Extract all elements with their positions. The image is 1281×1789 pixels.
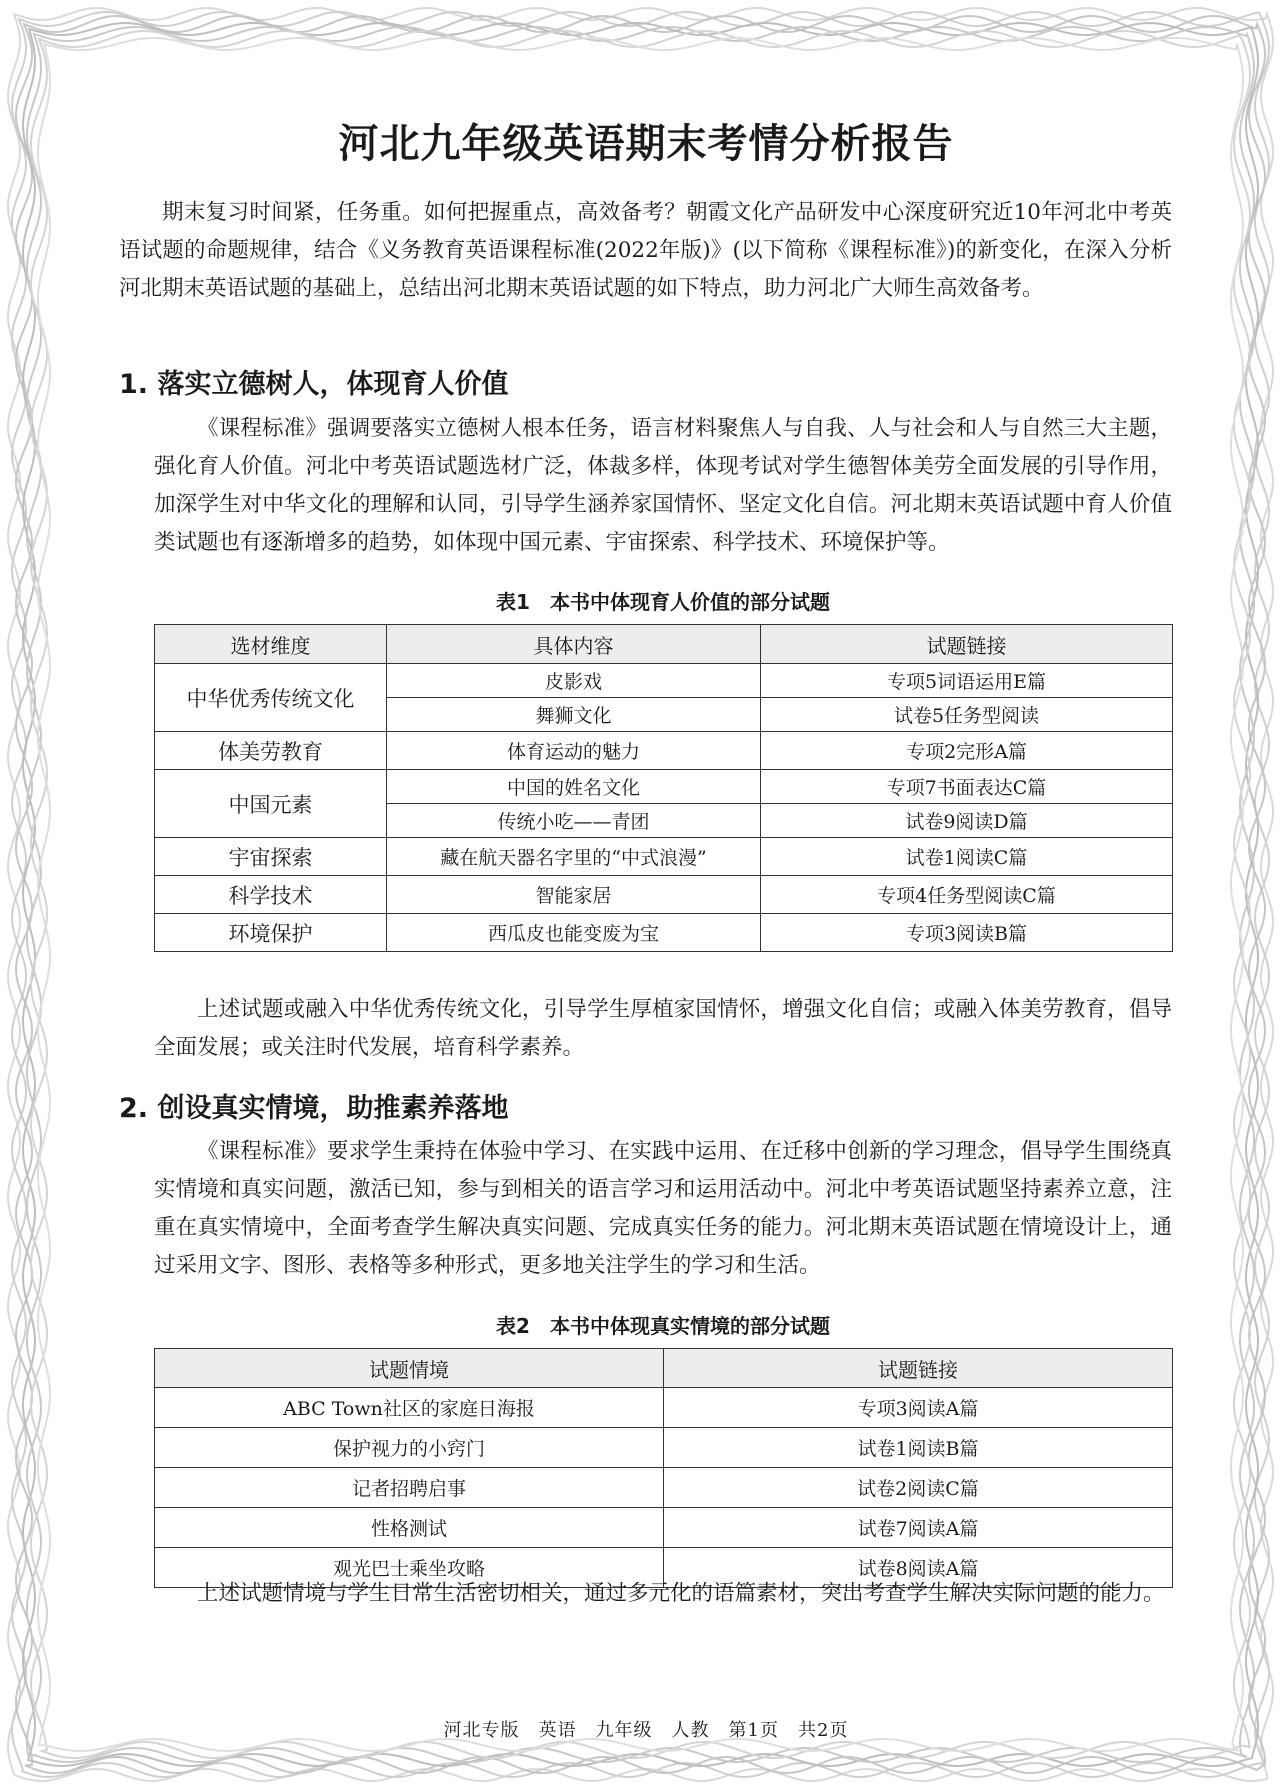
table-1-header-cell: 试题链接	[761, 625, 1173, 664]
table-row	[155, 1428, 1173, 1468]
intro-paragraph: 期末复习时间紧，任务重。如何把握重点，高效备考？朝霞文化产品研发中心深度研究近10年河北中考英语试题的命题规律，结合《义务教育英语课程标准(2022年版)》(以下简称《课程标准》)的新变化，在深入分析河北期末英语试题的基础上，总结出河北期末英语试题的如下特点，助力河北广大师生高效备考。	[119, 200, 1172, 301]
table-cell-content: 体育运动的魅力	[387, 732, 761, 770]
section-1-body: 《课程标准》强调要落实立德树人根本任务，语言材料聚焦人与自我、人与社会和人与自然三大主题，强化育人价值。河北中考英语试题选材广泛，体裁多样，体现考试对学生德智体美劳全面发展的引导作用，加深学生对中华文化的理解和认同，引导学生涵养家国情怀、坚定文化自信。河北期末英语试题中育人价值类试题也有逐渐增多的趋势，如体现中国元素、宇宙探索、科学技术、环境保护等。	[154, 416, 1172, 555]
page	[66, 28, 1226, 1744]
table-row	[155, 914, 1173, 952]
table-row	[155, 664, 1173, 698]
table-row	[155, 1508, 1173, 1548]
table-cell-link: 专项4任务型阅读C篇	[761, 876, 1173, 914]
table-cell-link: 专项7书面表达C篇	[761, 770, 1173, 804]
table-cell-link: 试卷9阅读D篇	[761, 804, 1173, 838]
table-2-header-row	[155, 1349, 1173, 1388]
table-cell-dimension: 科学技术	[155, 876, 387, 914]
table-cell-scenario: 保护视力的小窍门	[155, 1428, 664, 1468]
table-cell-content: 传统小吃——青团	[387, 804, 761, 838]
table-row	[155, 1388, 1173, 1428]
table-cell-link: 试卷5任务型阅读	[761, 698, 1173, 732]
table-cell-link: 专项3阅读B篇	[761, 914, 1173, 952]
table-row	[155, 770, 1173, 804]
table-cell-scenario: 观光巴士乘坐攻略	[155, 1548, 664, 1588]
table-1-caption: 表1 本书中体现育人价值的部分试题	[496, 590, 830, 614]
table-1-header-row	[155, 625, 1173, 664]
table-cell-scenario: 记者招聘启事	[155, 1468, 664, 1508]
table-cell-content: 舞狮文化	[387, 698, 761, 732]
table-cell-link: 专项2完形A篇	[761, 732, 1173, 770]
page-footer: 河北专版 英语 九年级 人教 第1页 共2页	[443, 1720, 849, 1741]
table-cell-link: 专项3阅读A篇	[664, 1388, 1173, 1428]
table-row	[155, 732, 1173, 770]
table-2-header-cell: 试题情境	[155, 1349, 664, 1388]
table-cell-dimension: 中国元素	[155, 770, 387, 838]
table-2-header-cell: 试题链接	[664, 1349, 1173, 1388]
section-2-summary: 上述试题情境与学生日常生活密切相关，通过多元化的语篇素材，突出考查学生解决实际问题的能力。	[197, 1581, 1165, 1606]
table-cell-link: 试卷8阅读A篇	[664, 1548, 1173, 1588]
table-row	[155, 838, 1173, 876]
table-2-caption: 表2 本书中体现真实情境的部分试题	[496, 1314, 830, 1338]
table-1-header-cell: 具体内容	[387, 625, 761, 664]
table-cell-dimension: 环境保护	[155, 914, 387, 952]
table-cell-link: 试卷1阅读C篇	[761, 838, 1173, 876]
section-2-heading: 2. 创设真实情境，助推素养落地	[119, 1093, 509, 1124]
page-title: 河北九年级英语期末考情分析报告	[338, 121, 954, 167]
table-cell-link: 试卷1阅读B篇	[664, 1428, 1173, 1468]
table-cell-link: 专项5词语运用E篇	[761, 664, 1173, 698]
section-1-summary: 上述试题或融入中华优秀传统文化，引导学生厚植家国情怀，增强文化自信；或融入体美劳教育，倡导全面发展；或关注时代发展，培育科学素养。	[154, 997, 1172, 1060]
table-1	[154, 624, 1173, 952]
table-cell-link: 试卷7阅读A篇	[664, 1508, 1173, 1548]
table-cell-content: 智能家居	[387, 876, 761, 914]
table-cell-dimension: 中华优秀传统文化	[155, 664, 387, 732]
table-1-header-cell: 选材维度	[155, 625, 387, 664]
table-cell-content: 皮影戏	[387, 664, 761, 698]
table-row	[155, 876, 1173, 914]
table-cell-scenario: 性格测试	[155, 1508, 664, 1548]
table-cell-scenario: ABC Town社区的家庭日海报	[155, 1388, 664, 1428]
table-cell-content: 藏在航天器名字里的“中式浪漫”	[387, 838, 761, 876]
section-2-body: 《课程标准》要求学生秉持在体验中学习、在实践中运用、在迁移中创新的学习理念，倡导学生围绕真实情境和真实问题，激活已知，参与到相关的语言学习和运用活动中。河北中考英语试题坚持素养立意，注重在真实情境中，全面考查学生解决真实问题、完成真实任务的能力。河北期末英语试题在情境设计上，通过采用文字、图形、表格等多种形式，更多地关注学生的学习和生活。	[154, 1139, 1172, 1278]
section-1-heading: 1. 落实立德树人，体现育人价值	[119, 369, 509, 400]
table-cell-dimension: 宇宙探索	[155, 838, 387, 876]
table-cell-content: 中国的姓名文化	[387, 770, 761, 804]
table-row	[155, 1468, 1173, 1508]
table-cell-link: 试卷2阅读C篇	[664, 1468, 1173, 1508]
table-cell-dimension: 体美劳教育	[155, 732, 387, 770]
table-cell-content: 西瓜皮也能变废为宝	[387, 914, 761, 952]
table-2	[154, 1348, 1173, 1588]
